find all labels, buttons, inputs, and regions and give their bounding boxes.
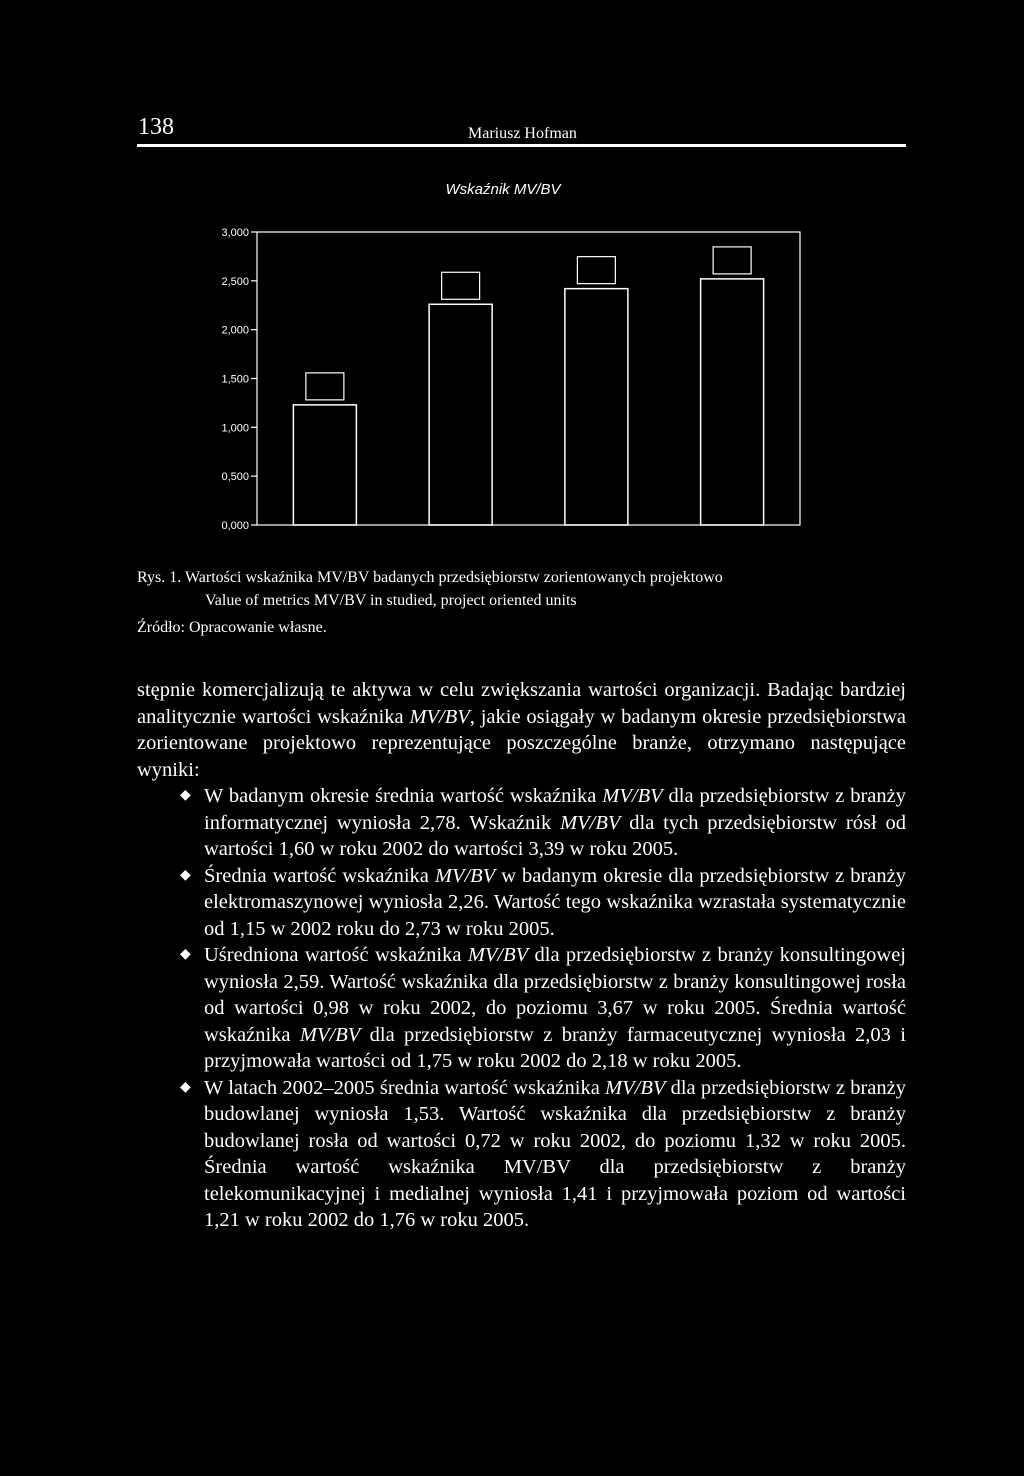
intro-paragraph: stępnie komercjalizują te aktywa w celu zwiększania wartości organizacji. Badając bardziej analitycznie wartości wskaźnika MV/BV, jakie osiągały w badanym okresie przedsiębiorstwa zorientowane projektowo reprezentujące poszczególne branże, otrzymano następujące wyniki:	[137, 679, 907, 781]
finding-consulting-pharma: ◆ Uśredniona wartość wskaźnika MV/BV dla przedsiębiorstw z branży konsultingowej wyniosła 2,59. Wartość wskaźnika dla przedsiębiorstw z branży konsultingowej rosła od wartości 0,98 w roku 2002, do poziomu 3,67 w roku 2005. Średnia wartość wskaźnika MV/BV dla przedsiębiorstw z branży farmaceutycznej wyniosła 2,03 i przyjmowała wartości od 1,75 w roku 2002 do 2,18 w roku 2005.	[180, 944, 906, 1072]
bar	[701, 279, 764, 525]
header-rule	[137, 144, 906, 147]
figure-caption-en: Value of metrics MV/BV in studied, project oriented units	[205, 592, 577, 609]
bar-value-label-box	[306, 373, 344, 400]
diamond-bullet-icon: ◆	[180, 867, 191, 883]
figure-source: Źródło: Opracowanie własne.	[137, 619, 327, 636]
bar-value-label-box	[577, 257, 615, 284]
y-tick-label: 2,000	[221, 324, 249, 337]
page-number: 138	[138, 114, 174, 140]
y-tick-label: 0,500	[221, 471, 249, 484]
diamond-bullet-icon: ◆	[180, 1079, 191, 1095]
bar	[293, 405, 356, 525]
finding-informatics: ◆ W badanym okresie średnia wartość wskaźnika MV/BV dla przedsiębiorstw z branży informatycznej wyniosła 2,78. Wskaźnik MV/BV dla tych przedsiębiorstw rósł od wartości 1,60 w roku 2002 do wartości 3,39 w roku 2005.	[180, 785, 907, 860]
bar	[565, 289, 628, 525]
bar	[429, 304, 492, 525]
chart-title: Wskaźnik MV/BV	[445, 181, 561, 198]
bar-value-label-box	[442, 272, 480, 299]
figure-caption-pl: Rys. 1. Wartości wskaźnika MV/BV badanych przedsiębiorstw zorientowanych projektowo	[137, 569, 723, 586]
findings-list	[137, 783, 906, 1234]
y-tick-label: 1,000	[221, 422, 249, 435]
body-text	[137, 677, 906, 1234]
finding-construction-telecom: ◆ W latach 2002–2005 średnia wartość wskaźnika MV/BV dla przedsiębiorstw z branży budowlanej wyniosła 1,53. Wartość wskaźnika dla przedsiębiorstw z branży budowlanej rosła od wartości 0,72 w roku 2002, do poziomu 1,32 w roku 2005. Średnia wartość wskaźnika MV/BV dla przedsiębiorstw z branży telekomunikacyjnej i medialnej wyniosła 1,41 i przyjmowała poziom od wartości 1,21 w roku 2002 do 1,76 w roku 2005.	[180, 1076, 907, 1231]
y-tick-label: 0,000	[221, 520, 249, 532]
running-head-author: Mariusz Hofman	[468, 125, 577, 142]
y-tick-label: 2,500	[221, 275, 249, 288]
finding-electromechanical: ◆ Średnia wartość wskaźnika MV/BV w badanym okresie dla przedsiębiorstw z branży elektromaszynowej wyniosła 2,26. Wartość tego wskaźnika wzrastała systematycznie od 1,15 w 2002 roku do 2,73 w roku 2005.	[180, 864, 906, 940]
bar-value-label-box	[713, 247, 751, 274]
diamond-bullet-icon: ◆	[180, 947, 191, 962]
bar-chart	[195, 170, 835, 540]
y-tick-label: 1,500	[221, 373, 249, 386]
y-tick-label: 3,000	[221, 227, 249, 239]
diamond-bullet-icon: ◆	[180, 788, 191, 803]
